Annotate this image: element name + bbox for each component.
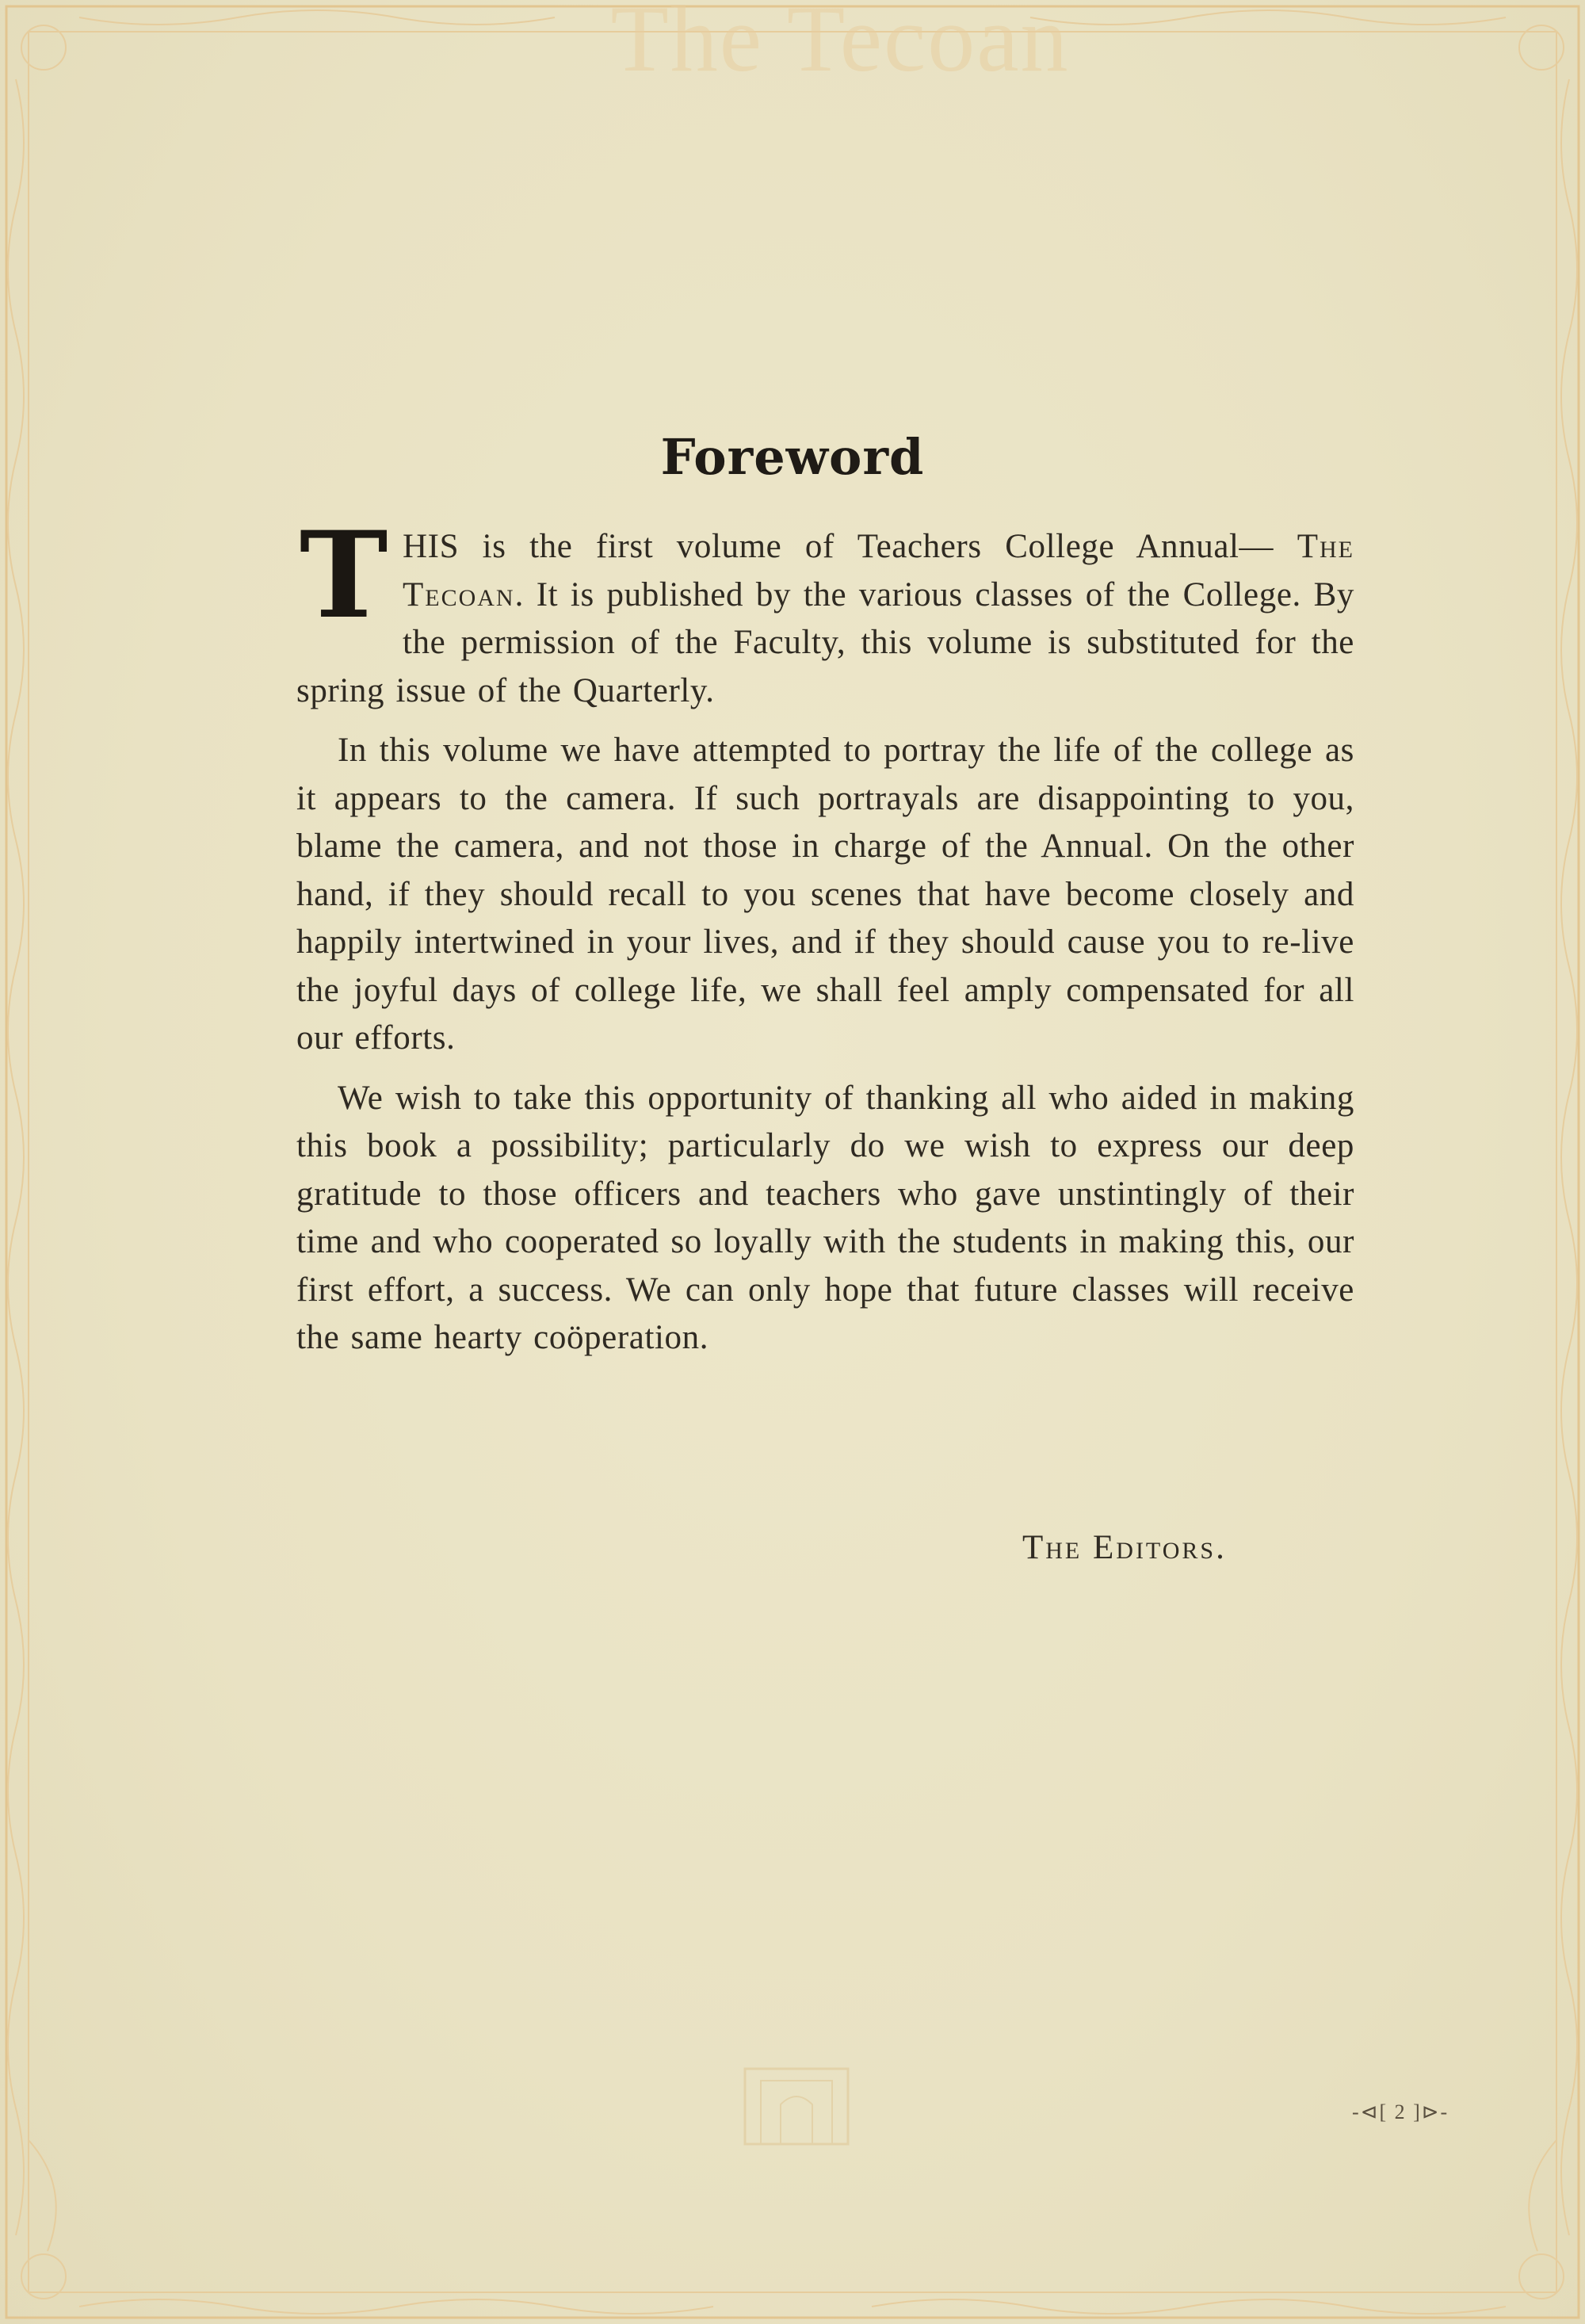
seal-ornament xyxy=(737,2061,856,2148)
paragraph-3: We wish to take this opportunity of thanking all who aided in making this book a possibility; particularly do we wish to express our deep gratitude to those officers and teachers who gave unstintingly of their time and who cooperated so loyally with the students in making this, our first effort, a success. We can only hope that future classes will receive the same hearty coöperation. xyxy=(296,1079,1354,1356)
paragraph-1 xyxy=(296,506,1354,715)
page-heading: Foreword xyxy=(660,428,925,486)
publication-name: The Tecoan xyxy=(403,528,1354,613)
drop-cap: T xyxy=(299,506,389,645)
page-number: -⊲[ 2 ]⊳- xyxy=(1352,2100,1449,2123)
paragraph-1-lead: HIS is the first volume of Teachers College Annual— xyxy=(403,528,1274,565)
paragraph-1-rest: . It is published by the various classes of the College. By the permission of the Faculty, this volume is substituted for the spring issue of the Quarterly. xyxy=(296,575,1354,709)
paragraph-2: In this volume we have attempted to portray the life of the college as it appears to the camera. If such portrayals are disappointing to you, blame the camera, and not those in charge of the Annual. On the other hand, if they should recall to you scenes that have become closely and happily intertwined in your lives, and if they should cause you to re-live the joyful days of college life, we shall feel amply compensated for all our efforts. xyxy=(296,732,1354,1057)
foreword-body xyxy=(296,506,1354,1374)
watermark-title: The Tecoan xyxy=(610,0,1070,91)
signature: The Editors. xyxy=(1022,1529,1227,1566)
